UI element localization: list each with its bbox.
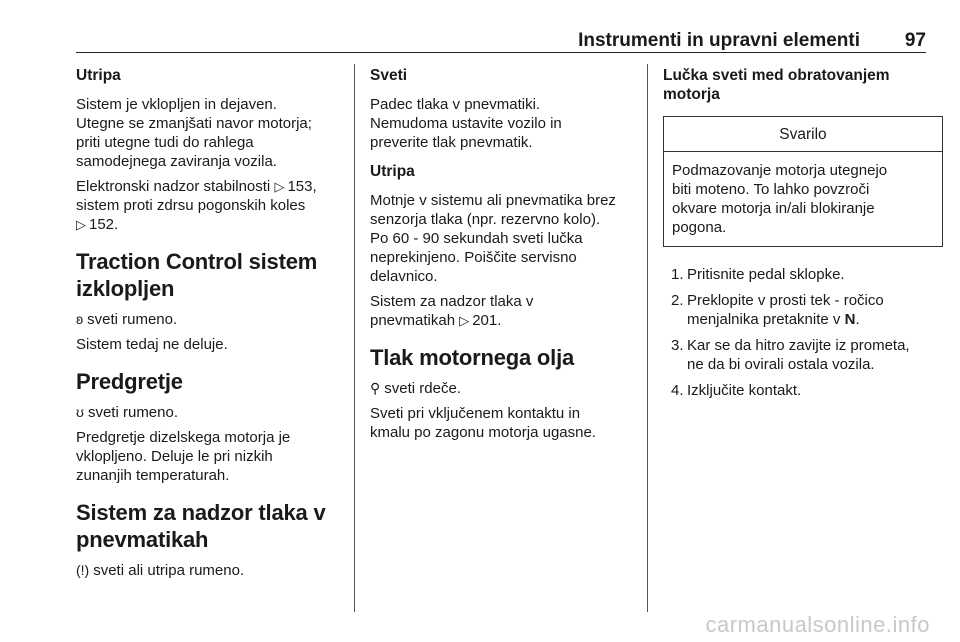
text-line: sistem proti zdrsu pogonskih koles xyxy=(76,197,306,214)
column-middle xyxy=(370,66,638,448)
text-line: Sistem je vklopljen in dejaven. xyxy=(76,96,277,113)
page-header xyxy=(76,26,926,52)
section-heading-oil-pressure: Tlak motornega olja xyxy=(370,345,575,370)
steps-list xyxy=(663,265,927,400)
preheat-coil-icon: ʊ xyxy=(76,404,84,420)
list-item: 1. Pritisnite pedal sklopke. xyxy=(671,266,845,283)
page-link[interactable]: 152. xyxy=(89,216,119,233)
paragraph: ʚ sveti rumeno. xyxy=(76,311,178,328)
paragraph: ⚲ sveti rdeče. xyxy=(370,380,461,397)
paragraph xyxy=(76,95,344,171)
page-number: 97 xyxy=(904,30,926,51)
section-subheading: Sveti xyxy=(370,67,408,84)
list-item: 2. Preklopite v prosti tek - ročico menjalnika pretaknite v N. xyxy=(671,292,884,328)
section-subheading: Utripa xyxy=(76,67,121,84)
text-line: Utegne se zmanjšati navor motorja; xyxy=(76,115,312,132)
paragraph: Sistem za nadzor tlaka v pnevmatikah ▷ 201. xyxy=(370,293,534,329)
text-line: priti utegne tudi do rahlega xyxy=(76,134,254,151)
column-divider xyxy=(354,64,355,612)
arrow-ref-icon: ▷ xyxy=(274,179,285,194)
watermark: carmanualsonline.info xyxy=(705,612,930,637)
warning-box xyxy=(663,116,943,247)
page-title: Instrumenti in upravni elementi xyxy=(578,30,860,51)
column-left xyxy=(76,66,344,586)
paragraph: ʊ sveti rumeno. xyxy=(76,404,179,421)
arrow-ref-icon: ▷ xyxy=(459,313,470,328)
warning-title: Svarilo xyxy=(664,117,942,152)
arrow-ref-icon: ▷ xyxy=(76,217,86,232)
paragraph: Sistem tedaj ne deluje. xyxy=(76,336,228,353)
paragraph: Sveti pri vključenem kontaktu in kmalu po zagonu motorja ugasne. xyxy=(370,405,596,441)
paragraph: Predgretje dizelskega motorja je vklopljeno. Deluje le pri nizkih zunanjih temperaturah. xyxy=(76,429,291,484)
column-right xyxy=(663,66,927,407)
section-subheading: Lučka sveti med obratovanjem motorja xyxy=(663,67,890,103)
paragraph xyxy=(76,177,344,234)
text-line: samodejnega zaviranja vozila. xyxy=(76,153,277,170)
paragraph: Motnje v sistemu ali pnevmatika brez senzorja tlaka (npr. rezervno kolo). Po 60 - 90 sekundah sveti lučka neprekinjeno. Poiščite servisno delavnico. xyxy=(370,192,616,285)
section-heading-tpms: Sistem za nadzor tlaka v pnevmatikah xyxy=(76,500,326,552)
section-heading-preheating: Predgretje xyxy=(76,369,183,394)
section-subheading: Utripa xyxy=(370,163,415,180)
tire-pressure-warning-icon: (!) xyxy=(76,562,90,578)
list-item: 4. Izključite kontakt. xyxy=(671,382,802,399)
paragraph: Padec tlaka v pnevmatiki. Nemudoma ustavite vozilo in preverite tlak pnevmatik. xyxy=(370,96,562,151)
section-heading-traction-control: Traction Control sistem izklopljen xyxy=(76,249,318,301)
traction-control-off-icon: ʚ xyxy=(76,311,84,327)
paragraph: (!) sveti ali utripa rumeno. xyxy=(76,562,245,579)
page-link[interactable]: 153, xyxy=(287,178,317,195)
text-line: Elektronski nadzor stabilnosti xyxy=(76,178,275,195)
warning-text: Podmazovanje motorja utegnejo biti moteno. To lahko povzroči okvare motorja in/ali blokiranje pogona. xyxy=(672,162,888,236)
header-rule xyxy=(76,52,926,53)
list-item: 3. Kar se da hitro zavijte iz prometa, ne da bi ovirali ostala vozila. xyxy=(671,337,910,373)
column-divider xyxy=(647,64,648,612)
page-link[interactable]: 201. xyxy=(472,312,502,329)
oil-can-icon: ⚲ xyxy=(370,380,381,396)
